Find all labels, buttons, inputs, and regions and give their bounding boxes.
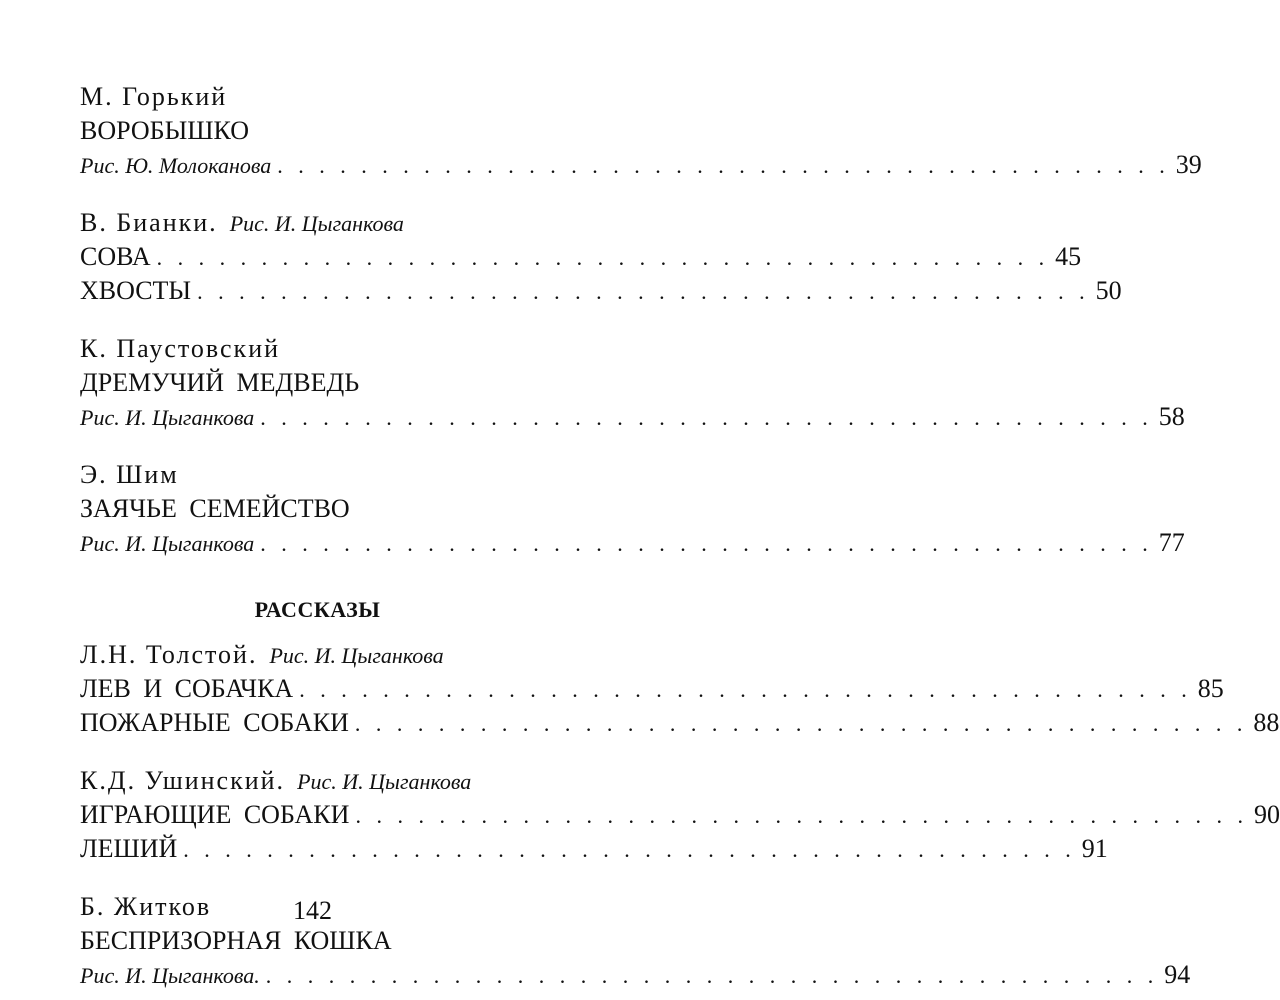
dot-leader: . . . . . . . . . . . . . . . . . . . . . . . . . . . . . . . . . . . . . . . . . . . [260, 405, 1153, 430]
story-title: СОВА [80, 242, 151, 271]
illustrator-credit: Рис. И. Цыганкова. [80, 963, 260, 988]
dot-leader: . . . . . . . . . . . . . . . . . . . . . . . . . . . . . . . . . . . . . . . . . . . [299, 677, 1192, 702]
toc-row-leshiy [80, 832, 1108, 866]
author-name: К.Д. Ушинский. [80, 766, 286, 795]
page-ref: 77 [1158, 528, 1185, 557]
page-ref: 58 [1158, 402, 1185, 431]
page-ref: 90 [1253, 800, 1280, 829]
story-title-medved: ДРЕМУЧИЙ МЕДВЕДЬ [80, 368, 360, 397]
story-title: ЛЕШИЙ [80, 834, 178, 863]
author-tolstoy [80, 638, 555, 672]
dot-leader: . . . . . . . . . . . . . . . . . . . . . . . . . . . . . . . . . . . . . . . . . . . [277, 153, 1170, 178]
story-title: ПОЖАРНЫЕ СОБАКИ [80, 708, 349, 737]
page-number: 142 [293, 896, 332, 925]
illustrator-credit: Рис. И. Цыганкова [80, 531, 255, 556]
author-bianki [80, 206, 555, 240]
page-ref: 45 [1055, 242, 1082, 271]
story-title-semeystvo: ЗАЯЧЬЕ СЕМЕЙСТВО [80, 494, 350, 523]
dot-leader: . . . . . . . . . . . . . . . . . . . . . . . . . . . . . . . . . . . . . . . . . . . [265, 963, 1159, 988]
toc-row-pozharnye [80, 706, 1280, 740]
dot-leader: . . . . . . . . . . . . . . . . . . . . . . . . . . . . . . . . . . . . . . . . . . . [183, 837, 1076, 862]
author-name: Л.Н. Толстой. [80, 640, 258, 669]
dot-leader: . . . . . . . . . . . . . . . . . . . . . . . . . . . . . . . . . . . . . . . . . . . [156, 245, 1050, 270]
illustrator-credit: Рис. И. Цыганкова [229, 211, 404, 236]
dot-leader: . . . . . . . . . . . . . . . . . . . . . . . . . . . . . . . . . . . . . . . . . . . [197, 279, 1090, 304]
toc-page [80, 80, 1280, 992]
author-paustovsky: К. Паустовский [80, 334, 281, 363]
author-zhitkov: Б. Житков [80, 892, 212, 921]
dot-leader: . . . . . . . . . . . . . . . . . . . . . . . . . . . . . . . . . . . . . . . . . . . [355, 803, 1248, 828]
toc-row-koshka [80, 958, 1191, 992]
author-name: В. Бианки. [80, 208, 218, 237]
story-title: ЛЕВ И СОБАЧКА [80, 674, 294, 703]
story-title: ХВОСТЫ [80, 276, 192, 305]
author-gorky: М. Горький [80, 82, 228, 111]
story-title-vorobyshko: ВОРОБЫШКО [80, 116, 249, 145]
toc-row-medved [80, 400, 1185, 434]
illustrator-credit: Рис. И. Цыганкова [269, 643, 444, 668]
author-ushinsky [80, 764, 555, 798]
toc-row-hvosty [80, 274, 1122, 308]
dot-leader: . . . . . . . . . . . . . . . . . . . . . . . . . . . . . . . . . . . . . . . . . . . [260, 531, 1153, 556]
section-heading: РАССКАЗЫ [254, 597, 381, 622]
author-shim: Э. Шим [80, 460, 179, 489]
page-ref: 88 [1253, 708, 1280, 737]
illustrator-credit: Рис. И. Цыганкова [80, 405, 255, 430]
page-ref: 85 [1197, 674, 1224, 703]
story-title-koshka: БЕСПРИЗОРНАЯ КОШКА [80, 926, 392, 955]
page-ref: 94 [1164, 960, 1191, 989]
toc-row-vorobyshko [80, 148, 1202, 182]
page-ref: 91 [1081, 834, 1108, 863]
toc-row-lev [80, 672, 1224, 706]
toc-row-sova [80, 240, 1082, 274]
dot-leader: . . . . . . . . . . . . . . . . . . . . . . . . . . . . . . . . . . . . . . . . . . . [354, 711, 1248, 736]
page-ref: 39 [1175, 150, 1202, 179]
illustrator-credit: Рис. Ю. Молоканова [80, 153, 272, 178]
toc-row-igrayushchie [80, 798, 1280, 832]
toc-row-semeystvo [80, 526, 1185, 560]
illustrator-credit: Рис. И. Цыганкова [297, 769, 472, 794]
story-title: ИГРАЮЩИЕ СОБАКИ [80, 800, 350, 829]
page-ref: 50 [1095, 276, 1122, 305]
